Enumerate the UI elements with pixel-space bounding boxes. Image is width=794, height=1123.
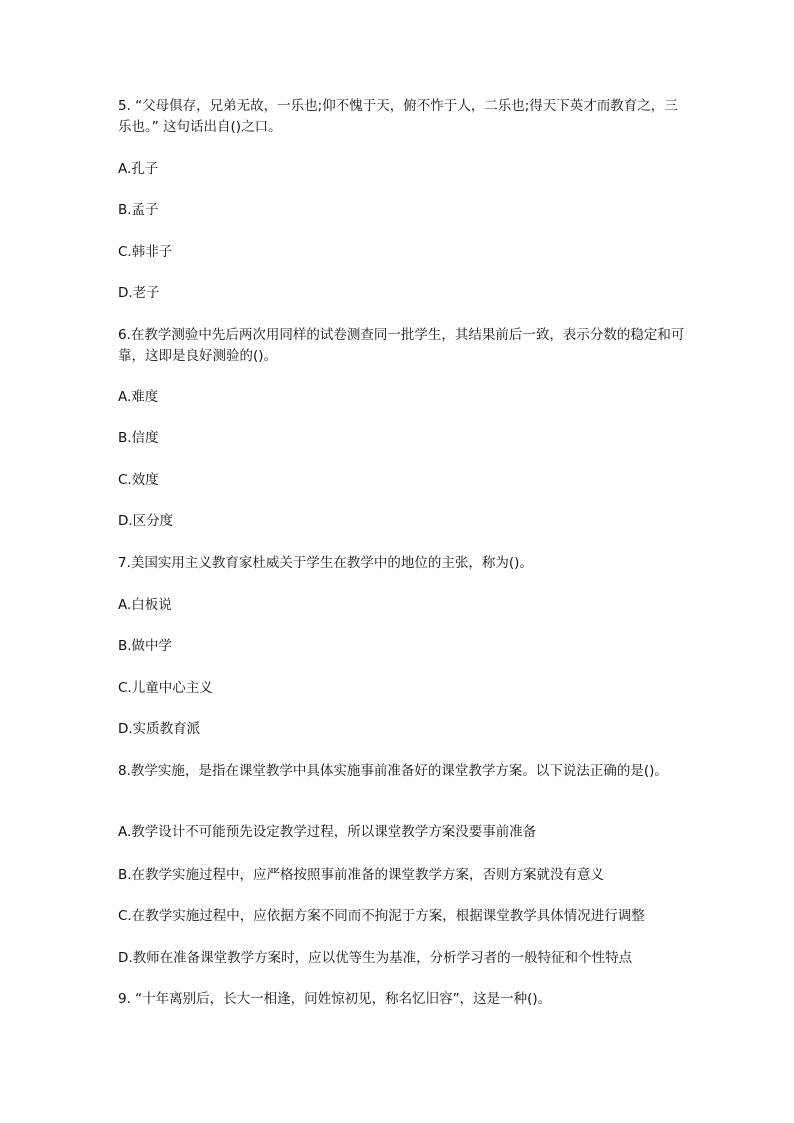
question-5-option-c: C.韩非子	[118, 244, 173, 260]
question-7-option-c: C.儿童中心主义	[118, 680, 213, 696]
question-8-option-c: C.在教学实施过程中，应依据方案不同而不拘泥于方案，根据课堂教学具体情况进行调整	[118, 908, 645, 924]
question-8-option-b: B.在教学实施过程中，应严格按照事前准备的课堂教学方案，否则方案就没有意义	[118, 867, 605, 883]
question-6-option-a: A.难度	[118, 389, 159, 405]
question-9-stem: 9. “十年离别后，长大一相逢，问姓惊初见，称名忆旧容”，这是一种()。	[118, 991, 552, 1007]
question-6-option-c: C.效度	[118, 472, 159, 488]
question-5-option-b: B.孟子	[118, 202, 159, 218]
question-7-stem: 7.美国实用主义教育家杜威关于学生在教学中的地位的主张，称为()。	[118, 555, 533, 571]
question-8-option-d: D.教师在准备课堂教学方案时，应以优等生为基准，分析学习者的一般特征和个性特点	[118, 950, 633, 966]
question-6-stem: 6.在教学测验中先后两次用同样的试卷测查同一批学生，其结果前后一致，表示分数的稳定和可靠，这即是良好测验的()。	[118, 327, 685, 364]
question-5-option-d: D.老子	[118, 285, 160, 301]
question-5-option-a: A.孔子	[118, 161, 159, 177]
question-7-option-a: A.白板说	[118, 597, 172, 613]
question-7-option-d: D.实质教育派	[118, 721, 201, 737]
question-6-option-b: B.信度	[118, 430, 159, 446]
question-6-option-d: D.区分度	[118, 513, 174, 529]
question-8-option-a: A.教学设计不可能预先设定教学过程，所以课堂教学方案没要事前准备	[118, 824, 537, 840]
question-7-option-b: B.做中学	[118, 638, 173, 654]
question-8-stem: 8.教学实施，是指在课堂教学中具体实施事前准备好的课堂教学方案。以下说法正确的是()。	[118, 763, 668, 779]
question-5-stem: 5. “父母俱存，兄弟无故，一乐也;仰不愧于天，俯不怍于人，二乐也;得天下英才而教育之，三乐也。” 这句话出自()之口。	[118, 98, 678, 135]
